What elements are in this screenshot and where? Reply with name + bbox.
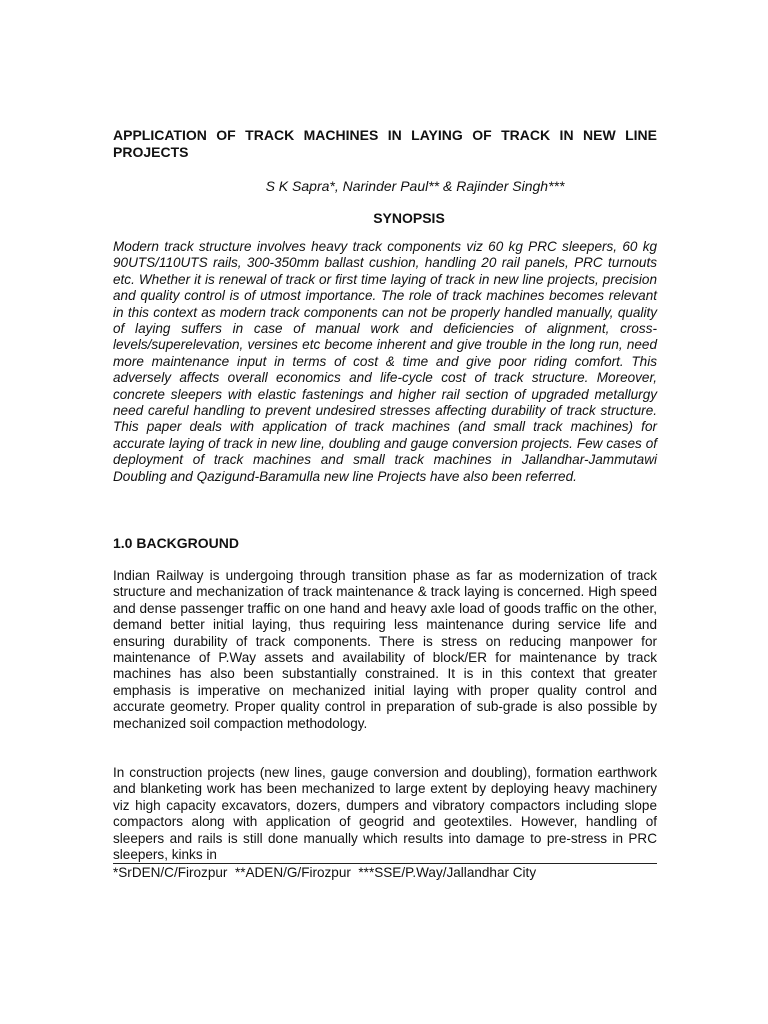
synopsis-text: Modern track structure involves heavy track components viz 60 kg PRC sleepers, 60 kg 90UTS/110UTS rails, 300-350mm ballast cushion, handling 20 rail panels, PRC turnouts etc. Whether it is renewal of track or first time laying of track in new line projects, precision and quality control is of utmost importance. The role of track machines becomes relevant in this context as modern track components can not be properly handled manually, quality of laying suffers in case of manual work and deficiencies of alignment, cross-levels/superelevation, versines etc become inherent and give trouble in the long run, need more maintenance input in terms of cost & time and give poor riding comfort. This adversely affects overall economics and life-cycle cost of track structure. Moreover, concrete sleepers with elastic fastenings and higher rail section of upgraded metallurgy need careful handling to prevent undesired stresses affecting durability of track structure. This paper deals with application of track machines (and small track machines) for accurate laying of track in new line, doubling and gauge conversion projects. Few cases of deployment of track machines and small track machines in Jallandhar-Jammutawi Doubling and Qazigund-Baramulla new line Projects have also been referred. [113,239,657,484]
paper-title: APPLICATION OF TRACK MACHINES IN LAYING OF TRACK IN NEW LINE PROJECTS [113,127,657,160]
section-heading-background: 1.0 BACKGROUND [113,535,240,551]
author-list: S K Sapra*, Narinder Paul** & Rajinder Singh*** [265,178,565,194]
synopsis-heading: SYNOPSIS [373,210,445,226]
body-paragraph-1: Indian Railway is undergoing through transition phase as far as modernization of track structure and mechanization of track maintenance & track laying is concerned. High speed and dense passenger traffic on one hand and heavy axle load of goods traffic on the other, demand better initial laying, thus requiring less maintenance during service life and ensuring durability of track components. There is stress on reducing manpower for maintenance of P.Way assets and availability of block/ER for maintenance by track machines has also been substantially constrained. It is in this context that greater emphasis is imperative on mechanized initial laying with proper quality control and accurate geometry. Proper quality control in preparation of sub-grade is also possible by mechanized soil compaction methodology. [113,568,657,731]
body-paragraph-2: In construction projects (new lines, gauge conversion and doubling), formation earthwork and blanketing work has been mechanized to large extent by deploying heavy machinery viz high capacity excavators, dozers, dumpers and vibratory compactors including slope compactors along with application of geogrid and geotextiles. However, handling of sleepers and rails is still done manually which results into damage to pre-stress in PRC sleepers, kinks in [113,765,657,863]
footnote-affiliations: *SrDEN/C/Firozpur **ADEN/G/Firozpur ***SSE/P.Way/Jallandhar City [113,865,537,880]
